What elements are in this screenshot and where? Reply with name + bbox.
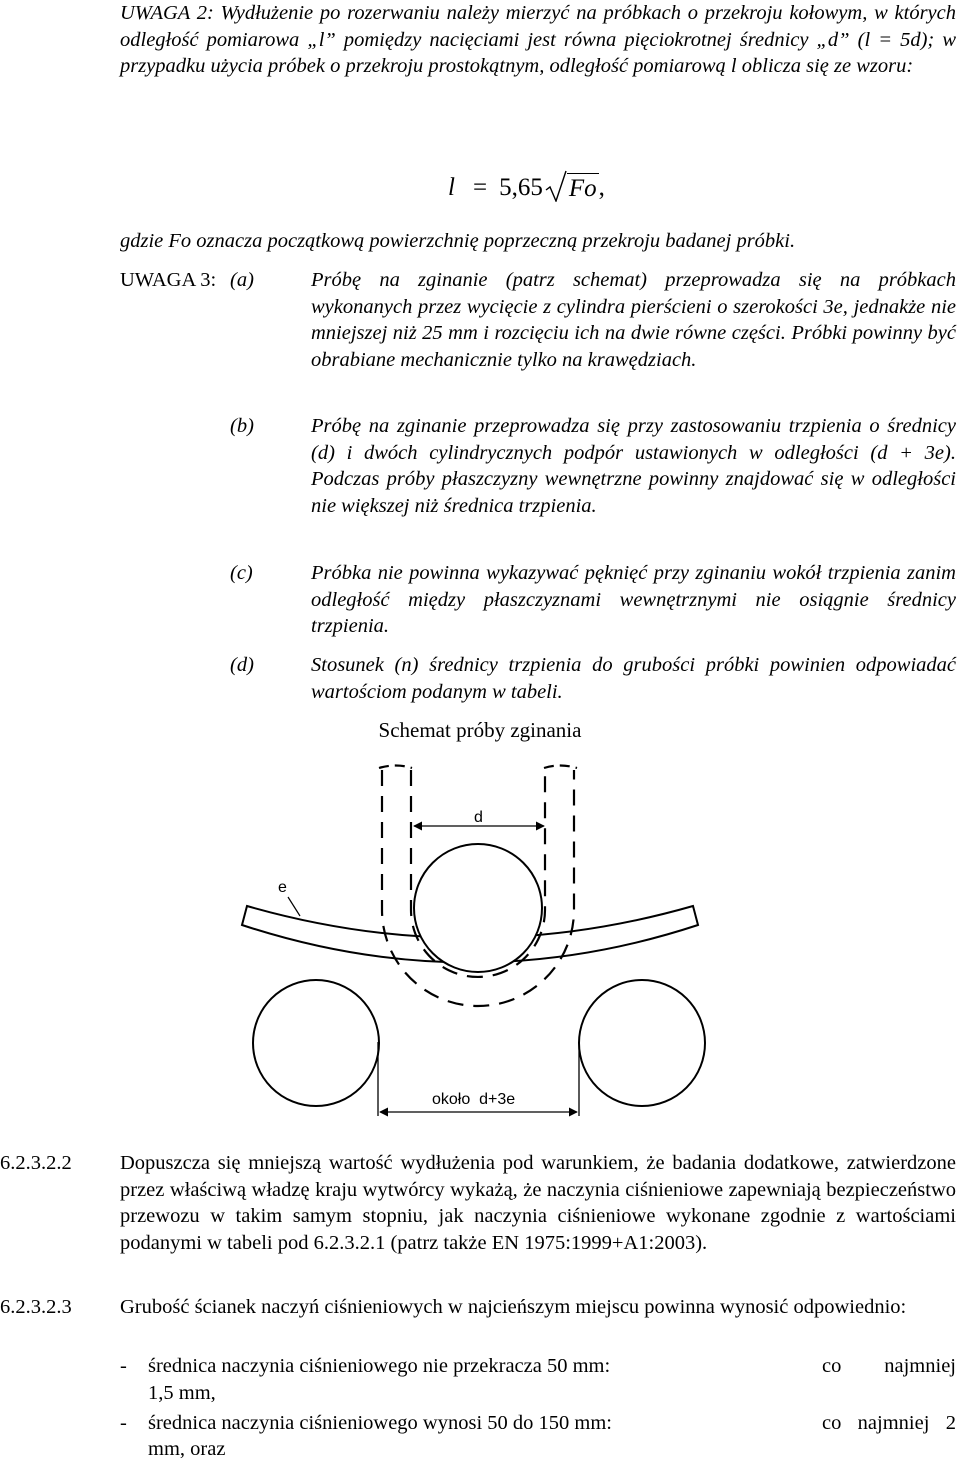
section-number-6-2-3-2-2: 6.2.3.2.2 [0, 1152, 72, 1174]
item-c-text: Próbka nie powinna wykazywać pęknięć przy zginaniu wokół trzpienia zanim odległość między płaszczyznami wewnętrznymi nie osiągnie średnicy trzpienia. [311, 562, 956, 637]
item-b-text: Próbę na zginanie przeprowadza się przy zastosowaniu trzpienia o średnicy (d) i dwóch cylindrycznych podpór ustawionych w odległości (d + 3e). Podczas próby płaszczyzny wewnętrzne powinny znajdować się w odległości nie większej niż średnica trzpienia. [311, 415, 956, 517]
bullet-1-continuation: 1,5 mm, [148, 1382, 216, 1404]
formula-comma: , [598, 174, 605, 201]
formula-coefficient: 5,65 [499, 174, 543, 201]
item-c-marker: (c) [230, 562, 253, 584]
item-d-marker: (d) [230, 654, 254, 676]
item-b-marker: (b) [230, 415, 254, 437]
bullet-1-value: co najmniej [822, 1355, 956, 1377]
uwaga2-paragraph: UWAGA 2: Wydłużenie po rozerwaniu należy mierzyć na próbkach o przekroju kołowym, w których odległość pomiarowa „l” pomiędzy nacięciami jest równa pięciokrotnej średnicy „d” (l = 5d); w przypadku użycia próbek o przekroju prostokątnym, odległość pomiarową l oblicza się ze wzoru: [120, 2, 956, 77]
bullet-2-value: co najmniej 2 [822, 1412, 956, 1434]
figure-caption: Schemat próby zginania [378, 718, 582, 742]
item-a-text: Próbę na zginanie (patrz schemat) przeprowadza się na próbkach wykonanych przez wycięcie z cylindra pierścieni o szerokości 3e, jednakże nie mniejszej niż 25 mm i rozcięciu ich na dwie równe części. Próbki powinny być obrabiane mechanicznie tylko na krawędziach. [311, 269, 956, 371]
left-support [253, 980, 379, 1106]
sqrt-symbol [545, 170, 599, 202]
bullet-1-dash: - [120, 1355, 127, 1377]
section-number-6-2-3-2-3: 6.2.3.2.3 [0, 1296, 72, 1318]
bent-specimen-top-left [379, 766, 412, 769]
bullet-2-dash: - [120, 1412, 127, 1434]
bent-specimen-top-right [544, 766, 577, 769]
section-text-6-2-3-2-3: Grubość ścianek naczyń ciśnieniowych w najcieńszym miejscu powinna wynosić odpowiednio: [120, 1296, 907, 1318]
section-text-6-2-3-2-2: Dopuszcza się mniejszą wartość wydłużenia pod warunkiem, że badania dodatkowe, zatwierdzone przez właściwą władzę kraju wytwórcy wykażą, że naczynia ciśnieniowe zapewniają bezpieczeństwo przewozu w takim samym stopniu, jak naczynia ciśnieniowe wykonane zgodnie z wartościami podanymi w tabeli pod 6.2.3.2.1 (patrz także EN 1975:1999+A1:2003). [120, 1152, 956, 1254]
bullet-1-text: średnica naczynia ciśnieniowego nie przekracza 50 mm: [148, 1355, 611, 1377]
bend-test-diagram [0, 760, 960, 1130]
formula-lhs: l [448, 174, 455, 201]
bullet-2-continuation: mm, oraz [148, 1438, 226, 1460]
label-d: d [474, 809, 483, 826]
item-d-text: Stosunek (n) średnicy trzpienia do grubości próbki powinien odpowiadać wartościom podanym w tabeli. [311, 654, 956, 703]
label-e-leader [288, 897, 300, 916]
right-support [579, 980, 705, 1106]
formula-radicand: Fo [568, 175, 597, 202]
item-a-marker: (a) [230, 269, 254, 291]
uwaga3-label: UWAGA 3: [120, 269, 217, 291]
formula [448, 170, 605, 202]
formula-equals: = [472, 174, 488, 201]
label-e: e [278, 879, 287, 896]
formula-explanation: gdzie Fo oznacza początkową powierzchnię poprzeczną przekroju badanej próbki. [120, 230, 796, 252]
mandrel [414, 844, 542, 972]
label-span: około d+3e [432, 1091, 516, 1108]
bullet-2-text: średnica naczynia ciśnieniowego wynosi 50 do 150 mm: [148, 1412, 612, 1434]
